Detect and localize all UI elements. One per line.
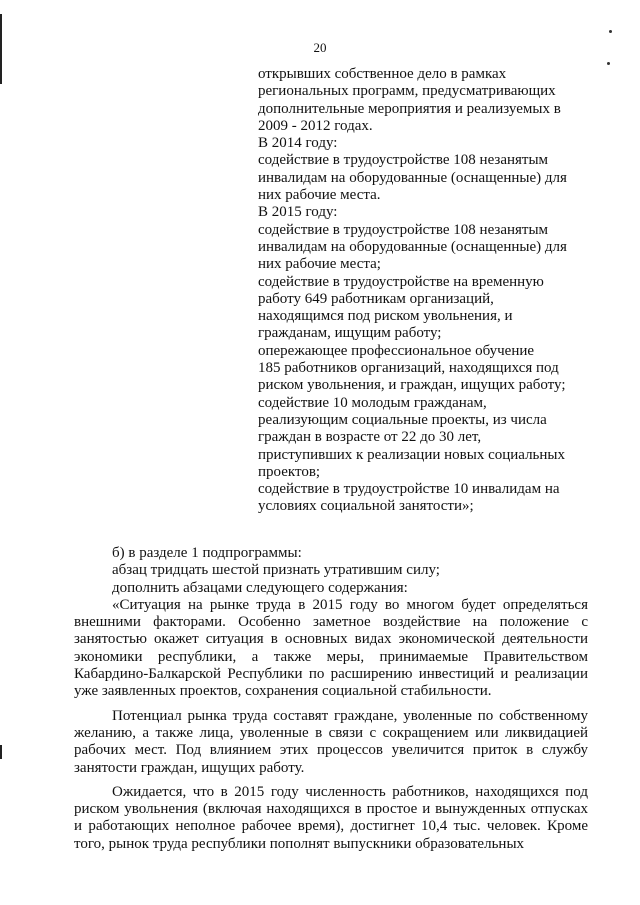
page-number: 20 [313, 40, 327, 55]
block-line: риском увольнения, и граждан, ищущих работу; [258, 377, 566, 394]
block-line: проектов; [258, 463, 321, 480]
paragraph-labor-market-situation: «Ситуация на рынке труда в 2015 году во многом будет определяться внешними факторами. Особенно заметное воздействие на положение с занятостью окажет ситуация в основных видах экономической деятельности экономики республики, а также меры, принимаемые Правительством Кабардино-Балкарской Республики по расширению инвестиций и реализации уже заявленных проектов, сохранения социальной стабильности. [74, 596, 588, 700]
scan-dot-top-right [609, 30, 612, 33]
block-line: 185 работников организаций, находящихся под [258, 360, 559, 377]
block-line: инвалидам на оборудованные (оснащенные) для [258, 238, 567, 255]
add-paragraphs-line: дополнить абзацами следующего содержания: [112, 579, 408, 596]
block-line: дополнительные мероприятия и реализуемых в [258, 100, 561, 117]
block-line: работу 649 работникам организаций, [258, 290, 494, 307]
block-line: содействие в трудоустройстве на временную [258, 273, 544, 290]
block-line: условиях социальной занятости»; [258, 498, 474, 515]
block-line: региональных программ, предусматривающих [258, 83, 556, 100]
block-line: граждан в возрасте от 22 до 30 лет, [258, 429, 482, 446]
block-line: содействие в трудоустройстве 108 незанятым [258, 152, 549, 169]
block-line: открывших собственное дело в рамках [258, 66, 507, 82]
block-line: 2009 - 2012 годах. [258, 117, 373, 134]
block-line: них рабочие места. [258, 187, 381, 204]
block-line: содействие в трудоустройстве 10 инвалидам на [258, 481, 560, 498]
subprogram-section [74, 545, 588, 860]
abolish-line: абзац тридцать шестой признать утратившим силу; [112, 562, 440, 579]
block-line: находящимся под риском увольнения, и [258, 308, 513, 325]
year-heading-2015: В 2015 году: [258, 204, 338, 221]
indented-list-block [258, 66, 578, 516]
block-line: приступивших к реализации новых социальных [258, 446, 566, 463]
block-line: реализующим социальные проекты, из числа [258, 411, 547, 428]
scan-dot-right [607, 62, 610, 65]
subsection-line: б) в разделе 1 подпрограммы: [112, 545, 302, 561]
block-line: содействие в трудоустройстве 108 незанятым [258, 221, 549, 238]
block-line: них рабочие места; [258, 256, 381, 273]
paragraph-expected-risk: Ожидается, что в 2015 году численность работников, находящихся под риском увольнения (включая находящихся в простое и вынужденных отпусках и работающих неполное рабочее время), достигнет 10,4 тыс. человек. Кроме того, рынок труда республики пополнят выпускники образовательных [74, 783, 588, 852]
block-line: гражданам, ищущим работу; [258, 325, 442, 342]
paragraph-labor-market-potential: Потенциал рынка труда составят граждане, уволенные по собственному желанию, а также лица, уволенные в связи с сокращением или ликвидацией рабочих мест. Под влиянием этих процессов увеличится приток в службу занятости граждан, ищущих работу. [74, 707, 588, 776]
block-line: инвалидам на оборудованные (оснащенные) для [258, 169, 567, 186]
block-line: содействие 10 молодым гражданам, [258, 394, 487, 411]
block-line: опережающее профессиональное обучение [258, 342, 535, 359]
year-heading-2014: В 2014 году: [258, 135, 338, 152]
scan-margin-mark-bottom [0, 745, 2, 759]
